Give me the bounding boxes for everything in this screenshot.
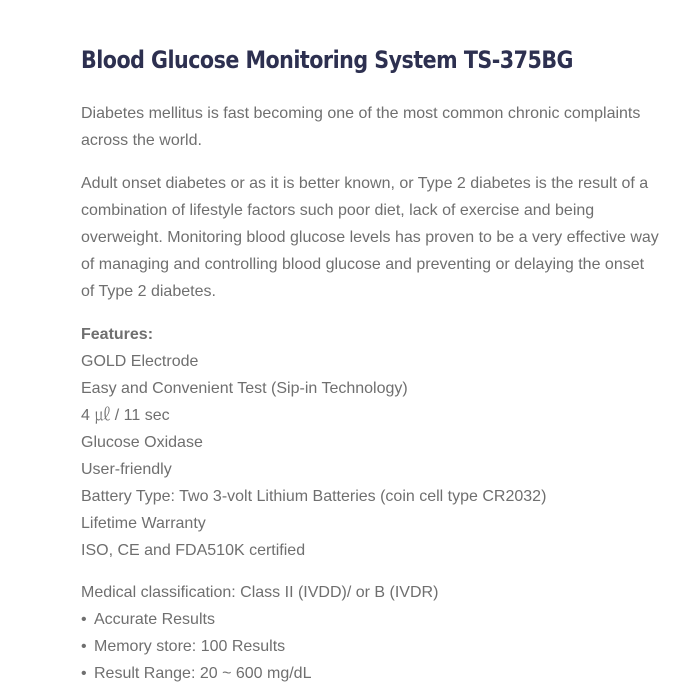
feature-item: 4 ㎕ / 11 sec [81, 407, 170, 424]
feature-item: Glucose Oxidase [81, 434, 203, 451]
bullet-icon: • [81, 665, 87, 682]
feature-item: ISO, CE and FDA510K certified [81, 542, 306, 559]
feature-item: User-friendly [81, 461, 172, 478]
feature-item: Lifetime Warranty [81, 515, 206, 532]
feature-item: Easy and Convenient Test (Sip-in Technology) [81, 380, 408, 397]
bullet-text: Accurate Results [94, 611, 215, 628]
bullet-icon: • [81, 638, 87, 655]
intro-paragraph: Diabetes mellitus is fast becoming one of the most common chronic complaints across the world. [81, 105, 641, 149]
features-label: Features: [81, 326, 154, 343]
feature-item: GOLD Electrode [81, 353, 199, 370]
bullet-item [81, 633, 660, 660]
page-title: Blood Glucose Monitoring System TS-375BG [81, 46, 573, 74]
classification-section [81, 579, 660, 687]
feature-item: Battery Type: Two 3-volt Lithium Batteries (coin cell type CR2032) [81, 488, 547, 505]
bullet-text: Result Range: 20 ~ 600 mg/dL [94, 665, 312, 682]
bullet-item [81, 660, 660, 687]
bullet-icon: • [81, 611, 87, 628]
body-paragraph: Adult onset diabetes or as it is better known, or Type 2 diabetes is the result of a combination of lifestyle factors such poor diet, lack of exercise and being overweight. Monitoring blood glucose levels has proven to be a very effective way of managing and controlling blood glucose and preventing or delaying the onset of Type 2 diabetes. [81, 175, 659, 300]
classification-text: Medical classification: Class II (IVDD)/ or B (IVDR) [81, 584, 439, 601]
bullet-text: Memory store: 100 Results [94, 638, 286, 655]
bullet-item [81, 606, 660, 633]
features-section [81, 321, 660, 564]
